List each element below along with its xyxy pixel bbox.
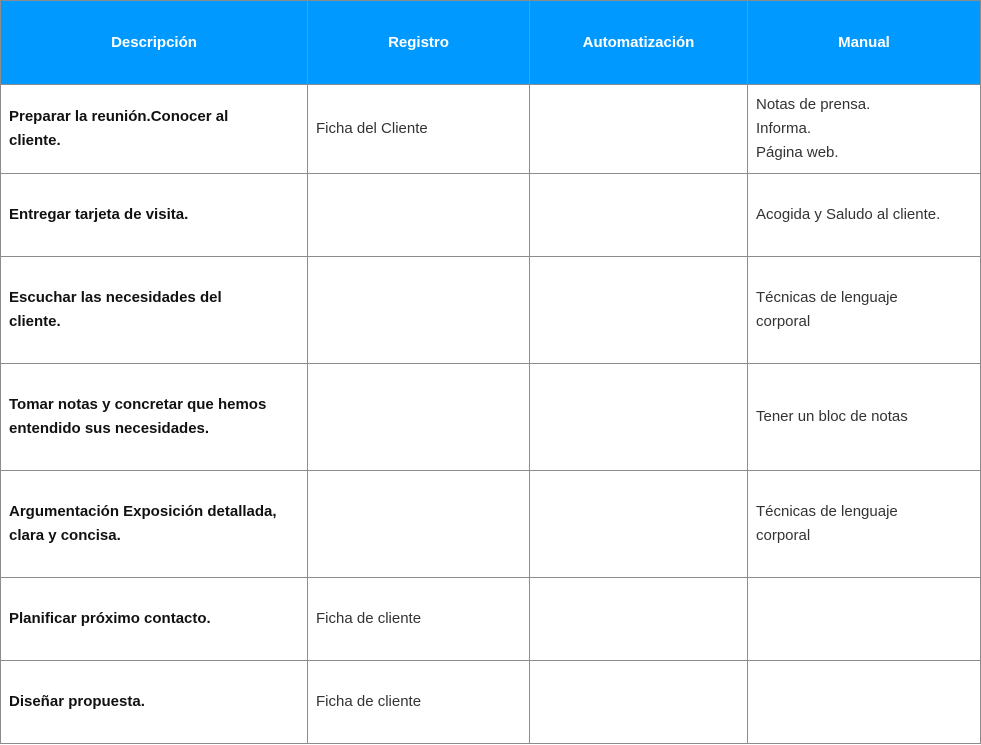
cell-text: Entregar tarjeta de visita. [9, 206, 189, 223]
cell-manual [748, 661, 981, 744]
cell-text: cliente. [9, 132, 61, 149]
table-row [1, 471, 981, 578]
cell-manual [748, 578, 981, 661]
cell-text: cliente. [9, 313, 61, 330]
cell-registro [308, 174, 530, 257]
cell-registro: Ficha de cliente [308, 578, 530, 661]
cell-automatizacion [530, 364, 748, 471]
cell-manual [748, 364, 981, 471]
header-row [1, 1, 981, 85]
cell-descripcion [1, 578, 308, 661]
table-row [1, 661, 981, 744]
cell-automatizacion [530, 661, 748, 744]
header-manual: Manual [748, 1, 981, 85]
cell-automatizacion [530, 471, 748, 578]
cell-registro [308, 257, 530, 364]
cell-text: Técnicas de lenguaje [756, 289, 898, 306]
cell-manual [748, 85, 981, 174]
cell-text: Tomar notas y concretar que hemos [9, 396, 267, 413]
cell-descripcion [1, 85, 308, 174]
cell-text: Acogida y Saludo al cliente. [756, 206, 941, 223]
cell-manual [748, 471, 981, 578]
cell-descripcion [1, 174, 308, 257]
header-registro: Registro [308, 1, 530, 85]
cell-text: Preparar la reunión.Conocer al [9, 108, 229, 125]
cell-manual [748, 174, 981, 257]
cell-text: Técnicas de lenguaje [756, 503, 898, 520]
cell-text: corporal [756, 313, 811, 330]
cell-automatizacion [530, 578, 748, 661]
cell-text: Diseñar propuesta. [9, 693, 145, 710]
header-automatizacion: Automatización [530, 1, 748, 85]
table-row [1, 174, 981, 257]
cell-registro: Ficha de cliente [308, 661, 530, 744]
cell-text: Notas de prensa. [756, 96, 871, 113]
cell-text: Planificar próximo contacto. [9, 610, 211, 627]
cell-registro: Ficha del Cliente [308, 85, 530, 174]
cell-text: clara y concisa. [9, 527, 121, 544]
cell-descripcion [1, 661, 308, 744]
cell-descripcion [1, 364, 308, 471]
cell-automatizacion [530, 257, 748, 364]
table-row [1, 364, 981, 471]
cell-descripcion [1, 257, 308, 364]
cell-automatizacion [530, 85, 748, 174]
cell-text: Página web. [756, 144, 839, 161]
cell-text: Argumentación Exposición detallada, [9, 503, 277, 520]
header-descripcion: Descripción [1, 1, 308, 85]
cell-text: Tener un bloc de notas [756, 408, 908, 425]
table-row [1, 578, 981, 661]
table-row [1, 257, 981, 364]
cell-automatizacion [530, 174, 748, 257]
cell-text: Informa. [756, 120, 812, 137]
cell-registro [308, 471, 530, 578]
table-row [1, 85, 981, 174]
cell-text: Escuchar las necesidades del [9, 289, 222, 306]
cell-descripcion [1, 471, 308, 578]
cell-registro [308, 364, 530, 471]
cell-manual [748, 257, 981, 364]
cell-text: entendido sus necesidades. [9, 420, 210, 437]
cell-text: corporal [756, 527, 811, 544]
